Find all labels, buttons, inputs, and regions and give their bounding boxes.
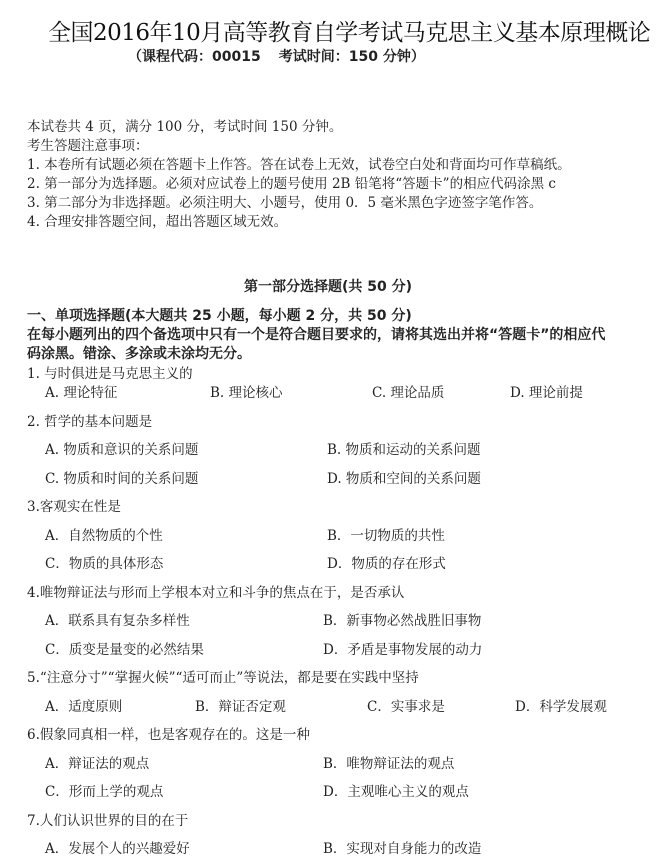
option-c: C. 物质和时间的关系问题 (45, 471, 199, 487)
option-c: C．实事求是 (367, 699, 445, 715)
option-d: D．主观唯心主义的观点 (323, 784, 469, 800)
section-instruction: 码涂黑。错涂、多涂或未涂均无分。 (27, 346, 251, 362)
option-d: D．物质的存在形式 (327, 556, 446, 572)
option-a: A. 理论特征 (45, 385, 118, 401)
course-code: （课程代码：00015 (128, 49, 261, 65)
option-b: B．一切物质的共性 (327, 528, 445, 544)
exam-title: 全国2016年10月高等教育自学考试马克思主义基本原理概论 (48, 20, 651, 46)
option-a: A．发展个人的兴趣爱好 (45, 841, 190, 857)
notice-item: 2. 第一部分为选择题。必须对应试卷上的题号使用 2B 铅笔将“答题卡”的相应代码涂黑 c (27, 176, 556, 192)
section-title: 一、单项选择题(本大题共 25 小题，每小题 2 分，共 50 分) (27, 308, 412, 324)
question-stem: 1. 与时俱进是马克思主义的 (27, 366, 193, 382)
question-stem: 7.人们认识世界的目的在于 (27, 813, 189, 829)
notice-item: 4. 合理安排答题空间，超出答题区域无效。 (27, 214, 288, 230)
part-heading: 第一部分选择题(共 50 分) (243, 279, 413, 295)
option-d: D．科学发展观 (515, 699, 607, 715)
notice-item: 1. 本卷所有试题必须在答题卡上作答。答在试卷上无效，试卷空白处和背面均可作草稿纸。 (27, 157, 571, 173)
exam-subtitle (128, 46, 425, 66)
option-a: A．自然物质的个性 (45, 528, 163, 544)
option-b: B．新事物必然战胜旧事物 (323, 613, 482, 629)
intro-line: 本试卷共 4 页，满分 100 分，考试时间 150 分钟。 (27, 119, 343, 135)
option-b: B．实现对自身能力的改造 (323, 841, 482, 857)
question-stem: 3.客观实在性是 (27, 499, 121, 515)
option-a: A．辩证法的观点 (45, 756, 150, 772)
question-stem: 4.唯物辩证法与形而上学根本对立和斗争的焦点在于，是否承认 (27, 585, 405, 601)
option-a: A．适度原则 (45, 699, 123, 715)
notice-title: 考生答题注意事项： (27, 138, 149, 154)
question-stem: 2. 哲学的基本问题是 (27, 414, 153, 430)
option-d: D．矛盾是事物发展的动力 (323, 642, 483, 658)
exam-time: 考试时间：150 分钟） (278, 49, 425, 65)
option-d: D. 理论前提 (510, 385, 583, 401)
option-b: B. 理论核心 (210, 385, 283, 401)
option-c: C. 理论品质 (372, 385, 445, 401)
option-c: C．物质的具体形态 (45, 556, 164, 572)
option-b: B．辩证否定观 (195, 699, 286, 715)
option-c: C．形而上学的观点 (45, 784, 164, 800)
option-b: B. 物质和运动的关系问题 (327, 442, 481, 458)
question-stem: 6.假象同真相一样，也是客观存在的。这是一种 (27, 727, 310, 743)
option-a: A．联系具有复杂多样性 (45, 613, 190, 629)
option-b: B．唯物辩证法的观点 (323, 756, 455, 772)
option-c: C．质变是量变的必然结果 (45, 642, 204, 658)
option-d: D. 物质和空间的关系问题 (327, 471, 481, 487)
notice-item: 3. 第二部分为非选择题。必须注明大、小题号，使用 0．5 毫米黑色字迹签字笔作答。 (27, 195, 543, 211)
option-a: A. 物质和意识的关系问题 (45, 442, 199, 458)
question-stem: 5.“注意分寸”“掌握火候”“适可而止”等说法，都是要在实践中坚持 (27, 670, 419, 686)
section-instruction: 在每小题列出的四个备选项中只有一个是符合题目要求的，请将其选出并将“答题卡”的相应代 (27, 327, 606, 343)
